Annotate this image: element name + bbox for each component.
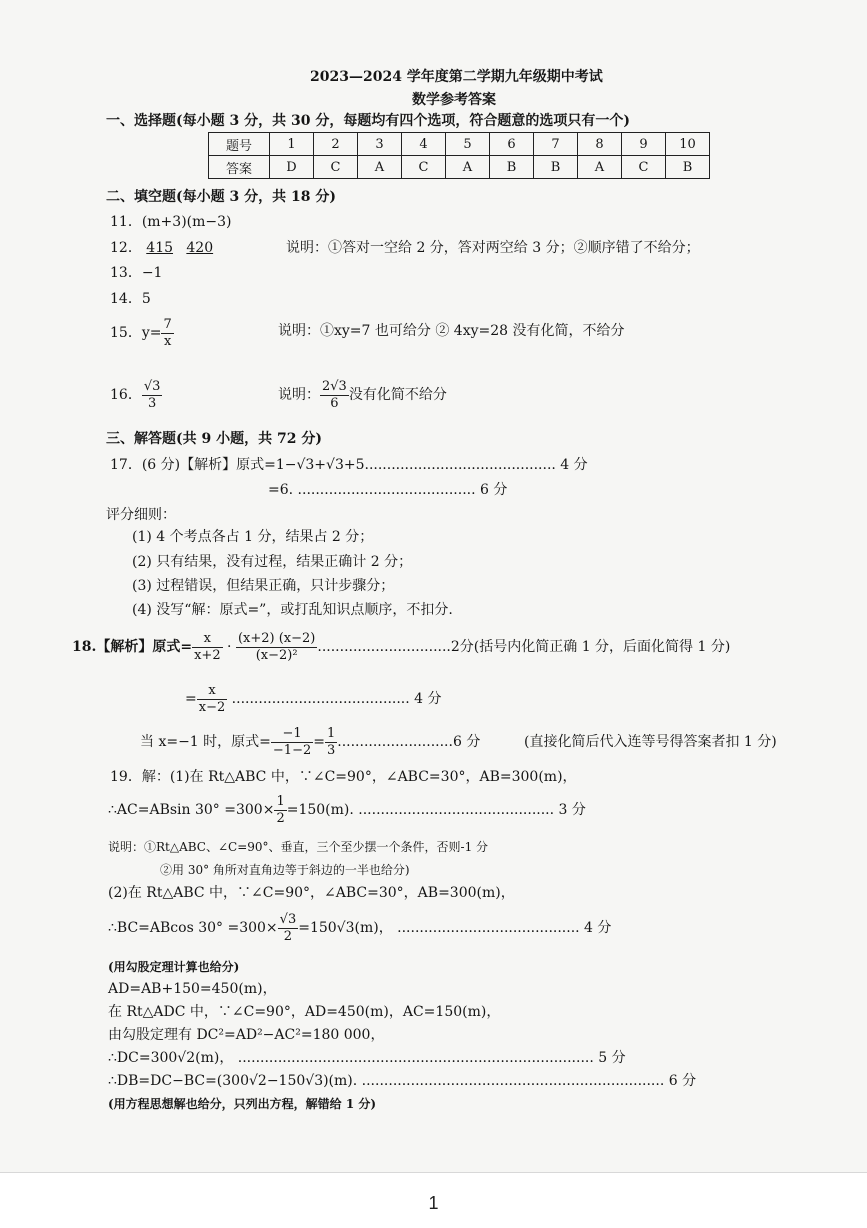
q16-note-denominator: 6 xyxy=(330,395,339,411)
q15-number: 15． xyxy=(110,325,142,341)
answer-table-row-numbers xyxy=(209,133,710,156)
q19-f1-denominator: 2 xyxy=(276,810,285,826)
q19-f2-denominator: 2 xyxy=(283,928,293,944)
q19-line2 xyxy=(108,790,586,830)
q19-line1: 19．解：(1)在 Rt△ABC 中，∵∠C=90°，∠ABC=30°，AB=300(m)， xyxy=(110,769,577,785)
q18-line2-tail: ........................................ 4 分 xyxy=(227,691,442,707)
q18-line3-tail: ..........................6 分 xyxy=(337,734,481,750)
q18-f1-numerator: x xyxy=(192,631,223,648)
q18-line1-tail: ..............................2分(括号内化简正确 1 分，后面化简得 1 分) xyxy=(317,639,731,655)
q18-f2-numerator: (x+2) (x−2) xyxy=(237,630,316,646)
q19-line8: 由勾股定理有 DC²=AD²−AC²=180 000， xyxy=(108,1027,385,1043)
q12-blank-a: 415 xyxy=(146,240,174,256)
q19-line2-prefix: ∴AC=ABsin 30° =300× xyxy=(108,802,275,818)
q15-row xyxy=(110,313,174,353)
q18-fraction-3 xyxy=(197,683,228,716)
q13-answer: 13．−1 xyxy=(110,265,163,281)
q16-note-prefix: 说明： xyxy=(278,387,320,403)
q16-fraction xyxy=(142,379,163,412)
q15-lhs: y= xyxy=(141,325,162,341)
q18-label: 18.【解析】原式= xyxy=(72,639,193,655)
q19-line9: ∴DC=300√2(m)， ................................................................................ 5 分 xyxy=(108,1050,626,1066)
page-title: 2023—2024 学年度第二学期九年级期中考试 xyxy=(310,69,603,85)
q16-row xyxy=(110,375,162,415)
q18-dot: · xyxy=(227,639,232,655)
q18-line2 xyxy=(185,679,442,719)
q16-number: 16． xyxy=(110,387,142,403)
q19-line2-suffix: =150(m). ............................................ 3 分 xyxy=(286,802,586,818)
q15-fraction xyxy=(161,317,173,350)
page-subtitle: 数学参考答案 xyxy=(412,92,496,108)
q19-line10: ∴DB=DC−BC=(300√2−150√3)(m). .................................................................... 6 分 xyxy=(108,1073,697,1089)
rubric-item: (4) 没写“解：原式=”，或打乱知识点顺序，不扣分. xyxy=(132,602,453,618)
q19-fraction-2 xyxy=(278,912,299,945)
q18-f3-denominator: x−2 xyxy=(198,699,226,715)
q18-fraction-4 xyxy=(271,726,313,759)
answer-cell: B xyxy=(534,156,578,179)
q19-line11: (用方程思想解也给分，只列出方程，解错给 1 分) xyxy=(108,1097,377,1111)
q19-line4-prefix: ∴BC=ABcos 30° =300× xyxy=(108,920,278,936)
page-number: 1 xyxy=(428,1193,439,1213)
q12-row xyxy=(110,239,213,257)
q18-fraction-1 xyxy=(192,631,223,664)
section3-heading: 三、解答题(共 9 小题，共 72 分) xyxy=(106,431,322,447)
q18-line3-note: (直接化简后代入连等号得答案者扣 1 分) xyxy=(524,734,777,750)
q16-note-suffix: 没有化简不给分 xyxy=(348,387,447,403)
q-number: 7 xyxy=(534,133,578,156)
rubric-item: (1) 4 个考点各占 1 分，结果占 2 分； xyxy=(132,529,374,545)
answer-cell: B xyxy=(490,156,534,179)
answer-cell: A xyxy=(358,156,402,179)
q18-f3-numerator: x xyxy=(197,683,228,700)
q19-fraction-1 xyxy=(274,794,286,827)
q16-numerator: √3 xyxy=(143,378,161,394)
q19-line6: AD=AB+150=450(m)， xyxy=(108,981,277,997)
section1-heading: 一、选择题(每小题 3 分，共 30 分，每题均有四个选项，符合题意的选项只有一个) xyxy=(106,113,630,129)
q-number: 6 xyxy=(490,133,534,156)
q12-note: 说明：①答对一空给 2 分，答对两空给 3 分；②顺序错了不给分； xyxy=(286,240,700,256)
q16-note-numerator: 2√3 xyxy=(322,378,347,394)
answer-cell: A xyxy=(446,156,490,179)
answer-cell: D xyxy=(270,156,314,179)
row-label-number: 题号 xyxy=(209,133,270,156)
rubric-title: 评分细则： xyxy=(106,507,176,523)
q-number: 1 xyxy=(270,133,314,156)
q-number: 10 xyxy=(666,133,710,156)
q17-line2: =6. ........................................ 6 分 xyxy=(268,482,508,498)
q16-note xyxy=(278,375,447,415)
q18-f5-numerator: 1 xyxy=(326,725,336,741)
row-label-answer: 答案 xyxy=(209,156,270,179)
answer-cell: C xyxy=(622,156,666,179)
answer-table-row-answers xyxy=(209,156,710,179)
q18-fraction-2 xyxy=(236,631,317,664)
q19-line5: (用勾股定理计算也给分) xyxy=(108,960,240,974)
q15-numerator: 7 xyxy=(163,316,172,332)
q18-f1-denominator: x+2 xyxy=(194,647,221,663)
q18-line1 xyxy=(72,627,730,667)
q16-denominator: 3 xyxy=(147,395,157,411)
answer-cell: B xyxy=(666,156,710,179)
q15-denominator: x xyxy=(163,333,172,349)
q18-f4-numerator: −1 xyxy=(271,726,313,743)
q18-f4-denominator: −1−2 xyxy=(272,742,312,758)
q19-line3: (2)在 Rt△ABC 中，∵∠C=90°，∠ABC=30°，AB=300(m)， xyxy=(108,885,515,901)
answer-cell: C xyxy=(314,156,358,179)
q16-note-fraction xyxy=(320,379,349,412)
rubric-item: (2) 只有结果，没有过程，结果正确计 2 分； xyxy=(132,554,413,570)
q19-f2-numerator: √3 xyxy=(279,911,297,927)
q-number: 8 xyxy=(578,133,622,156)
q18-f2-denominator: (x−2)² xyxy=(255,647,298,663)
answer-cell: C xyxy=(402,156,446,179)
q18-line3-prefix: 当 x=−1 时，原式= xyxy=(140,734,271,750)
q11-answer: 11．(m+3)(m−3) xyxy=(110,214,232,230)
q18-fraction-5 xyxy=(325,726,337,759)
q14-answer: 14．5 xyxy=(110,291,151,307)
q19-line4-suffix: =150√3(m)， ......................................... 4 分 xyxy=(298,920,612,936)
q-number: 9 xyxy=(622,133,666,156)
answer-cell: A xyxy=(578,156,622,179)
q17-line1: 17．(6 分)【解析】原式=1−√3+√3+5........................................... 4 分 xyxy=(110,457,588,473)
q19-line7: 在 Rt△ADC 中，∵∠C=90°，AD=450(m)，AC=150(m)， xyxy=(108,1004,501,1020)
q12-number: 12． xyxy=(110,240,142,256)
q18-f5-denominator: 3 xyxy=(326,742,336,758)
q-number: 3 xyxy=(358,133,402,156)
q18-equals: = xyxy=(185,691,197,707)
q19-note2: ②用 30° 角所对直角边等于斜边的一半也给分) xyxy=(160,863,410,877)
q19-f1-numerator: 1 xyxy=(276,793,285,809)
q19-line4 xyxy=(108,908,611,948)
q-number: 2 xyxy=(314,133,358,156)
q19-note1: 说明：①Rt△ABC、∠C=90°、垂直，三个至少摆一个条件，否则-1 分 xyxy=(108,840,489,854)
answer-table xyxy=(208,132,710,179)
q-number: 4 xyxy=(402,133,446,156)
section2-heading: 二、填空题(每小题 3 分，共 18 分) xyxy=(106,189,336,205)
q18-line3: 当 x=−1 时，原式= $\frac{-1}{-1-2}$ = $\frac{1}{3}$ ..........................6 分 xyxy=(140,725,481,758)
q15-note: 说明：①xy=7 也可给分 ② 4xy=28 没有化简，不给分 xyxy=(278,323,625,339)
rubric-item: (3) 过程错误，但结果正确，只计步骤分； xyxy=(132,578,395,594)
q-number: 5 xyxy=(446,133,490,156)
q12-blank-b: 420 xyxy=(186,240,214,256)
